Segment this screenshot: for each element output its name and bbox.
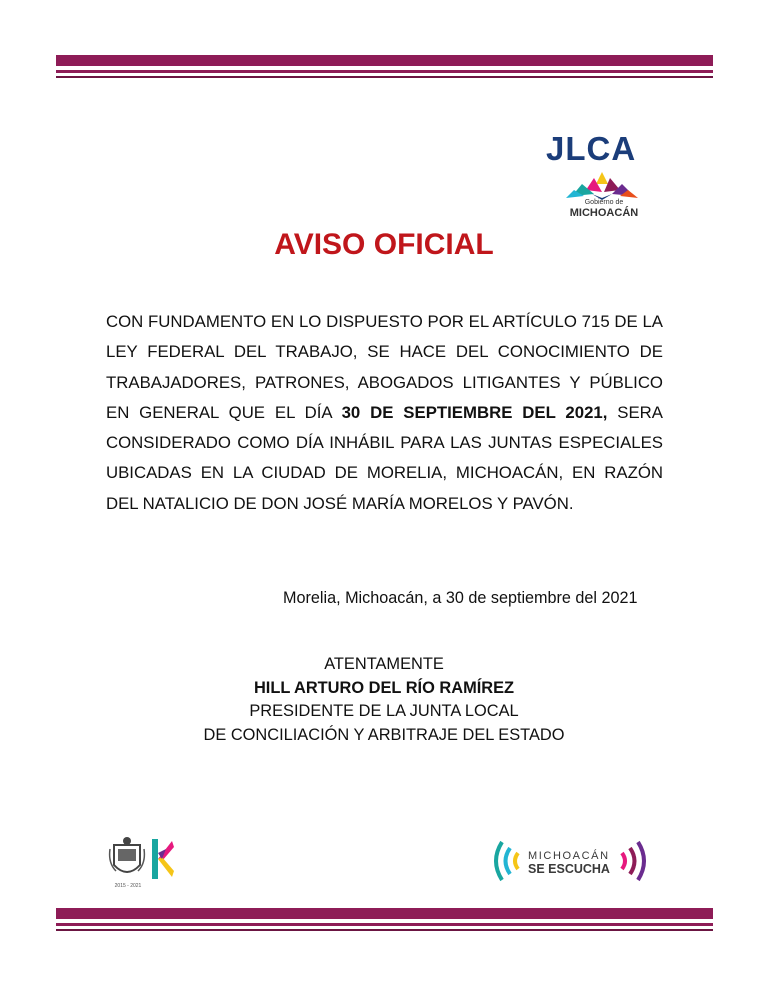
notice-body — [106, 307, 663, 519]
k-logo-icon — [152, 839, 174, 879]
campaign-line1: MICHOACÁN — [528, 850, 610, 862]
michoacan-star-icon — [564, 170, 640, 200]
footer-decorative-band — [56, 908, 713, 931]
signatory-position-line2: DE CONCILIACIÓN Y ARBITRAJE DEL ESTADO — [203, 725, 565, 744]
place-date: Morelia, Michoacán, a 30 de septiembre del 2021 — [283, 589, 638, 607]
signatory-position-line1: PRESIDENTE DE LA JUNTA LOCAL — [249, 702, 519, 720]
logo-state-text: MICHOACÁN — [569, 207, 639, 219]
body-date-bold: 30 DE SEPTIEMBRE DEL 2021, — [341, 402, 608, 422]
sound-waves-left-icon — [488, 838, 528, 884]
signatory-name: HILL ARTURO DEL RÍO RAMÍREZ — [253, 678, 515, 697]
header-decorative-band — [56, 55, 713, 78]
notice-title: AVISO OFICIAL — [274, 228, 494, 261]
michoacan-se-escucha-logo — [488, 838, 658, 884]
logo-gobierno-text: Gobierno de — [584, 199, 624, 206]
sound-waves-right-icon — [614, 838, 654, 884]
body-text-part2: SERA CONSIDERADO COMO DÍA INHÁBIL PARA LAS JUNTAS ESPECIALES UBICADAS EN LA CIUDAD DE MORELIA, MICHOACÁN, EN RAZÓN DEL NATALICIO DE DON JOSÉ MARÍA MORELOS Y PAVÓN. — [106, 402, 663, 513]
coat-years: 2015 - 2021 — [114, 883, 142, 889]
signature-block — [0, 653, 768, 747]
jlca-acronym: JLCA — [546, 130, 637, 167]
body-text-part1: CON FUNDAMENTO EN LO DISPUESTO POR EL ARTÍCULO 715 DE LA LEY FEDERAL DEL TRABAJO, SE HACE DEL CONOCIMIENTO DE TRABAJADORES, PATRONES, ABOGADOS LITIGANTES Y PÚBLICO EN GENERAL QUE EL DÍA — [106, 312, 663, 422]
campaign-line2: SE ESCUCHA — [528, 862, 610, 876]
jlca-logo — [546, 130, 656, 220]
coat-of-arms-icon — [108, 835, 146, 883]
closing-text: ATENTAMENTE — [324, 655, 444, 673]
